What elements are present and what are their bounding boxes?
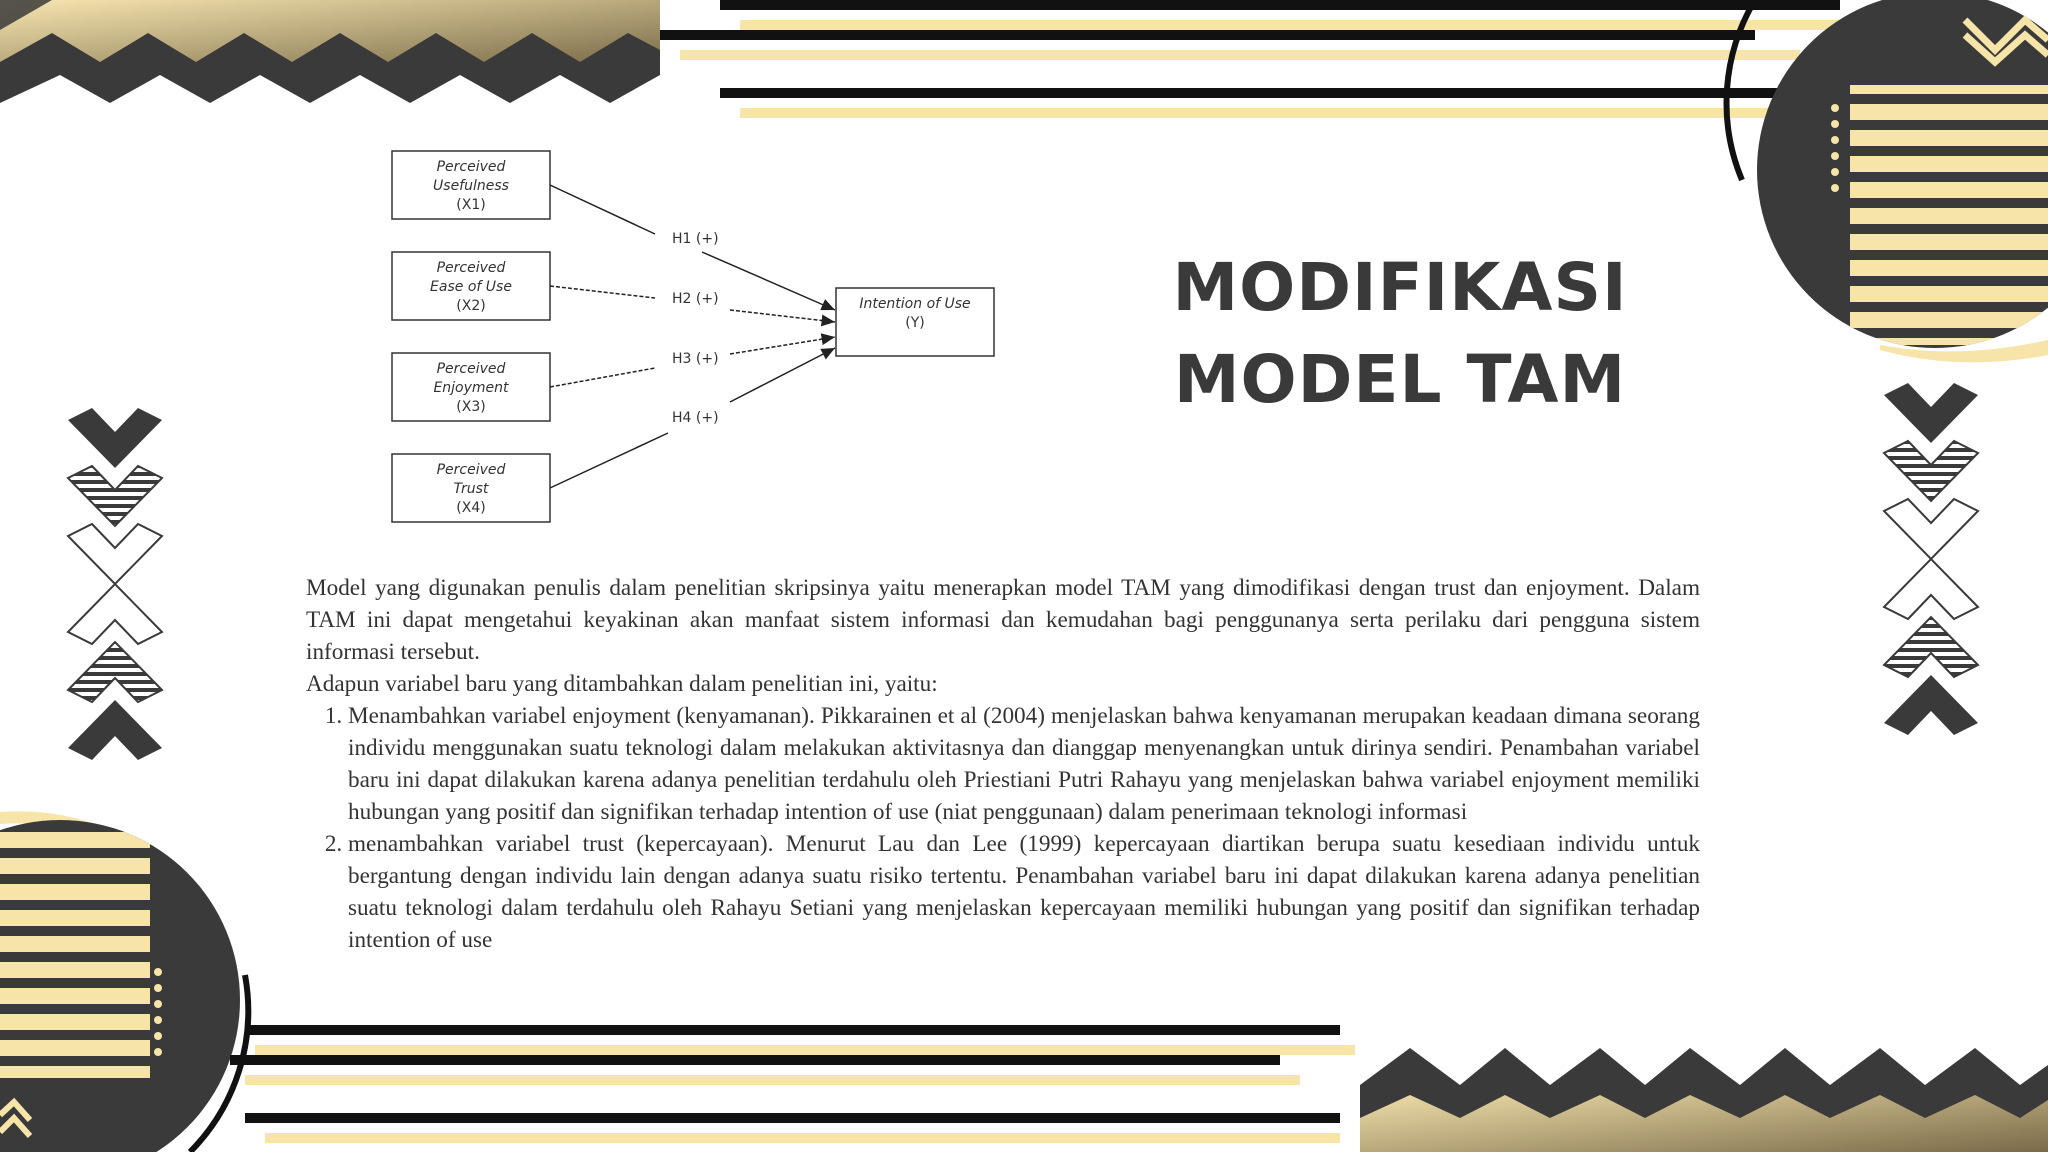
paragraph-intro: Model yang digunakan penulis dalam penelitian skripsinya yaitu menerapkan model TAM yang dimodifikasi dengan trust dan enjoyment. Dalam TAM ini dapat mengetahui keyakinan akan manfaat sistem informasi dan kemudahan bagi penggunanya serta perilaku dari pengguna sistem informasi tersebut. <box>306 575 1700 665</box>
left-chevron-column <box>68 408 162 760</box>
svg-text:Trust: Trust <box>453 481 489 497</box>
label-h3: H3 (+) <box>672 351 719 367</box>
tam-model-diagram <box>380 140 1020 530</box>
svg-text:Perceived: Perceived <box>436 260 506 276</box>
top-stripes <box>660 0 1870 118</box>
node-perceived-ease-of-use <box>392 252 550 320</box>
svg-text:Perceived: Perceived <box>436 159 506 175</box>
top-left-pattern <box>0 0 660 103</box>
list-item-trust: 2. menambahkan variabel trust (kepercayaan). Menurut Lau dan Lee (1999) kepercayaan diartikan berupa suatu kesediaan individu untuk bergantung dengan individu lain dengan adanya suatu risiko tertentu. Penambahan variabel baru ini dapat dilakukan karena adanya penelitian suatu teknologi dalam terdahulu oleh Rahayu Setiani yang menjelaskan kepercayaan memiliki hubungan yang positif dan signifikan terhadap intention of use <box>348 828 1700 956</box>
bottom-left-circle <box>0 811 248 1152</box>
paragraph-variables: Adapun variabel baru yang ditambahkan dalam penelitian ini, yaitu: <box>306 671 938 697</box>
edge-h3-y <box>730 337 835 354</box>
node-perceived-usefulness <box>392 151 550 219</box>
svg-text:Perceived: Perceived <box>436 462 506 478</box>
edge-x3-h3 <box>550 368 655 387</box>
slide-title <box>1150 242 1650 426</box>
title-line-2: MODEL TAM <box>1173 341 1627 418</box>
svg-text:Perceived: Perceived <box>436 361 506 377</box>
svg-text:(X2): (X2) <box>456 298 486 314</box>
body-text <box>306 572 1700 956</box>
svg-text:Intention of Use: Intention of Use <box>859 296 971 312</box>
svg-text:Ease of Use: Ease of Use <box>430 279 512 295</box>
svg-text:(X4): (X4) <box>456 500 486 516</box>
svg-text:Usefulness: Usefulness <box>433 178 509 194</box>
right-chevron-column <box>1884 383 1978 735</box>
bottom-right-pattern <box>1360 1048 2048 1152</box>
edge-h1-y <box>702 252 835 310</box>
bottom-stripes <box>230 1025 1355 1143</box>
svg-text:(X3): (X3) <box>456 399 486 415</box>
svg-text:(Y): (Y) <box>905 315 925 331</box>
label-h2: H2 (+) <box>672 291 719 307</box>
label-h4: H4 (+) <box>672 410 719 426</box>
node-intention-of-use <box>836 288 994 356</box>
edge-x2-h2 <box>550 286 655 298</box>
list-item-enjoyment: 1. Menambahkan variabel enjoyment (kenyamanan). Pikkarainen et al (2004) menjelaskan bahwa kenyamanan merupakan keadaan dimana seorang individu menggunakan suatu teknologi dalam melakukan aktivitasnya dan dianggap menyenangkan untuk dirinya sendiri. Penambahan variabel baru ini dapat dilakukan karena adanya penelitian terdahulu oleh Priestiani Putri Rahayu yang menjelaskan bahwa variabel enjoyment memiliki hubungan yang positif dan signifikan terhadap intention of use (niat penggunaan) dalam penerimaan teknologi informasi <box>348 700 1700 828</box>
svg-text:(X1): (X1) <box>456 197 486 213</box>
edge-h2-y <box>730 310 835 322</box>
label-h1: H1 (+) <box>672 231 719 247</box>
title-line-1: MODIFIKASI <box>1172 249 1628 326</box>
variable-list <box>306 700 1700 956</box>
svg-text:Enjoyment: Enjoyment <box>433 380 509 396</box>
node-perceived-enjoyment <box>392 353 550 421</box>
edge-x1-h1 <box>550 185 655 234</box>
edge-x4-h4 <box>550 433 668 488</box>
edge-h4-y <box>730 348 835 402</box>
node-perceived-trust <box>392 454 550 522</box>
